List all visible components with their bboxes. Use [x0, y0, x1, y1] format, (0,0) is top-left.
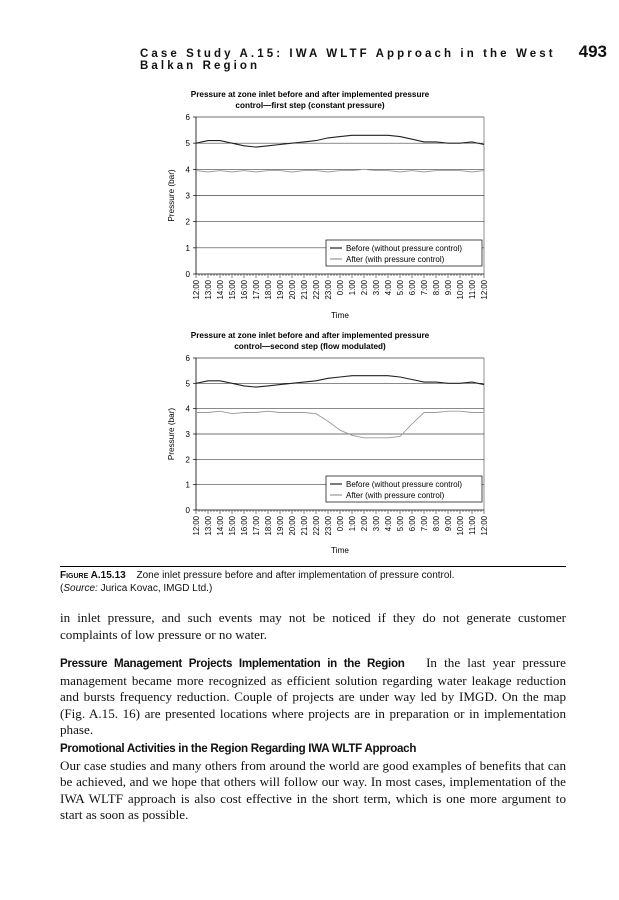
y-tick-label: 2: [185, 217, 190, 227]
y-tick-label: 0: [185, 270, 190, 279]
x-tick-label: 11:00: [468, 516, 477, 535]
legend-entry: After (with pressure control): [346, 491, 445, 500]
x-tick-label: 2:00: [360, 280, 369, 296]
paragraph-continued: [60, 610, 566, 643]
chart-title: Pressure at zone inlet before and after implemented pressure: [190, 90, 430, 99]
chart-title: control—second step (flow modulated): [234, 342, 386, 351]
x-axis-label: Time: [331, 311, 349, 320]
x-tick-label: 17:00: [252, 516, 261, 536]
y-tick-label: 5: [185, 379, 190, 389]
chart-title: control—first step (constant pressure): [235, 101, 385, 110]
x-tick-label: 20:00: [288, 280, 297, 300]
x-tick-label: 12:00: [192, 280, 201, 300]
running-title: Case Study A.15: IWA WLTF Approach in the West Balkan Region: [140, 48, 556, 72]
x-tick-label: 9:00: [444, 516, 453, 532]
x-tick-label: 21:00: [300, 280, 309, 300]
x-tick-label: 19:00: [276, 280, 285, 300]
x-tick-label: 18:00: [264, 516, 273, 536]
paragraph-text: In the last year pressure management became more recognized as efficient solution regarding water leakage reduction and bursts frequency reduction. Couple of projects are under way led by IMGD. On the map (Fig. A.15. 16) are presented locations where projects are in preparation or in implementation phase.: [60, 655, 566, 738]
x-tick-label: 9:00: [444, 280, 453, 296]
chart-title: Pressure at zone inlet before and after implemented pressure: [190, 331, 430, 340]
y-tick-label: 1: [185, 243, 190, 253]
legend-entry: Before (without pressure control): [346, 480, 463, 489]
caption-source: Jurica Kovac, IMGD Ltd.): [97, 583, 213, 594]
section-promotional: [60, 741, 566, 824]
x-tick-label: 21:00: [300, 516, 309, 536]
x-tick-label: 12:00: [480, 516, 489, 536]
x-tick-label: 19:00: [276, 516, 285, 536]
chart-second-step: [0, 328, 619, 560]
x-tick-label: 23:00: [324, 516, 333, 536]
x-tick-label: 12:00: [480, 280, 489, 300]
y-axis-label: Pressure (bar): [167, 407, 176, 461]
x-tick-label: 1:00: [348, 280, 357, 296]
legend-entry: Before (without pressure control): [346, 244, 463, 253]
x-tick-label: 0:00: [336, 280, 345, 296]
y-tick-label: 3: [185, 430, 190, 439]
x-tick-label: 22:00: [312, 280, 321, 300]
x-tick-label: 13:00: [204, 516, 213, 536]
x-tick-label: 4:00: [384, 280, 393, 296]
y-tick-label: 4: [185, 165, 190, 175]
x-tick-label: 6:00: [408, 516, 417, 532]
x-tick-label: 6:00: [408, 280, 417, 296]
x-tick-label: 1:00: [348, 516, 357, 532]
x-tick-label: 22:00: [312, 516, 321, 536]
x-tick-label: 3:00: [372, 280, 381, 296]
figure-caption: Figure A.15.13 Zone inlet pressure before and after implementation of pressure control. (Source: Jurica Kovac, IMGD Ltd.): [60, 570, 455, 594]
y-tick-label: 5: [185, 139, 190, 149]
x-tick-label: 20:00: [288, 516, 297, 536]
y-tick-label: 2: [185, 455, 190, 465]
x-tick-label: 4:00: [384, 516, 393, 532]
y-tick-label: 3: [185, 191, 190, 201]
running-header: [60, 42, 607, 72]
x-tick-label: 8:00: [432, 280, 441, 296]
x-tick-label: 17:00: [252, 280, 261, 300]
x-tick-label: 14:00: [216, 516, 225, 536]
y-tick-label: 4: [185, 404, 190, 414]
y-axis-label: Pressure (bar): [167, 169, 176, 222]
paragraph-text: in inlet pressure, and such events may not be noticed if they do not generate customer complaints of low pressure or no water.: [60, 610, 566, 642]
x-tick-label: 15:00: [228, 516, 237, 536]
y-tick-label: 6: [185, 354, 190, 363]
y-tick-label: 0: [185, 506, 190, 515]
page-number: 493: [578, 42, 607, 61]
caption-source-label: Source:: [63, 583, 98, 594]
x-tick-label: 3:00: [372, 516, 381, 532]
x-tick-label: 2:00: [360, 516, 369, 532]
x-tick-label: 5:00: [396, 516, 405, 532]
y-tick-label: 6: [185, 113, 190, 122]
section-heading-promotional: Promotional Activities in the Region Regarding IWA WLTF Approach: [60, 742, 417, 755]
series-line-before: [196, 376, 484, 387]
x-tick-label: 12:00: [192, 516, 201, 536]
x-tick-label: 7:00: [420, 280, 429, 296]
x-tick-label: 16:00: [240, 516, 249, 536]
series-line-after: [196, 169, 484, 172]
caption-rule: [60, 566, 566, 567]
x-tick-label: 23:00: [324, 280, 333, 300]
x-tick-label: 14:00: [216, 280, 225, 300]
x-tick-label: 11:00: [468, 280, 477, 299]
x-tick-label: 0:00: [336, 516, 345, 532]
x-tick-label: 7:00: [420, 516, 429, 532]
paragraph-text: Our case studies and many others from around the world are good examples of benefits that can be achieved, and we hope that others will follow our way. In most cases, implementation of the IWA WLTF approach is also cost effective in the short term, which is one more argument to start as soon as possible.: [60, 757, 566, 823]
x-tick-label: 16:00: [240, 280, 249, 300]
x-tick-label: 10:00: [456, 516, 465, 536]
x-tick-label: 5:00: [396, 280, 405, 296]
caption-text: Zone inlet pressure before and after implementation of pressure control.: [136, 570, 455, 581]
x-tick-label: 18:00: [264, 280, 273, 300]
paragraph-pressure-management: [60, 655, 566, 739]
chart-first-step: [0, 86, 619, 322]
x-tick-label: 8:00: [432, 516, 441, 532]
section-heading-pressure-management: Pressure Management Projects Implementation in the Region: [60, 657, 405, 670]
x-axis-label: Time: [331, 546, 349, 555]
x-tick-label: 10:00: [456, 280, 465, 300]
figure-label: Figure A.15.13: [60, 570, 126, 581]
y-tick-label: 1: [185, 480, 190, 490]
x-tick-label: 13:00: [204, 280, 213, 300]
legend-entry: After (with pressure control): [346, 255, 445, 264]
series-line-before: [196, 135, 484, 147]
x-tick-label: 15:00: [228, 280, 237, 300]
